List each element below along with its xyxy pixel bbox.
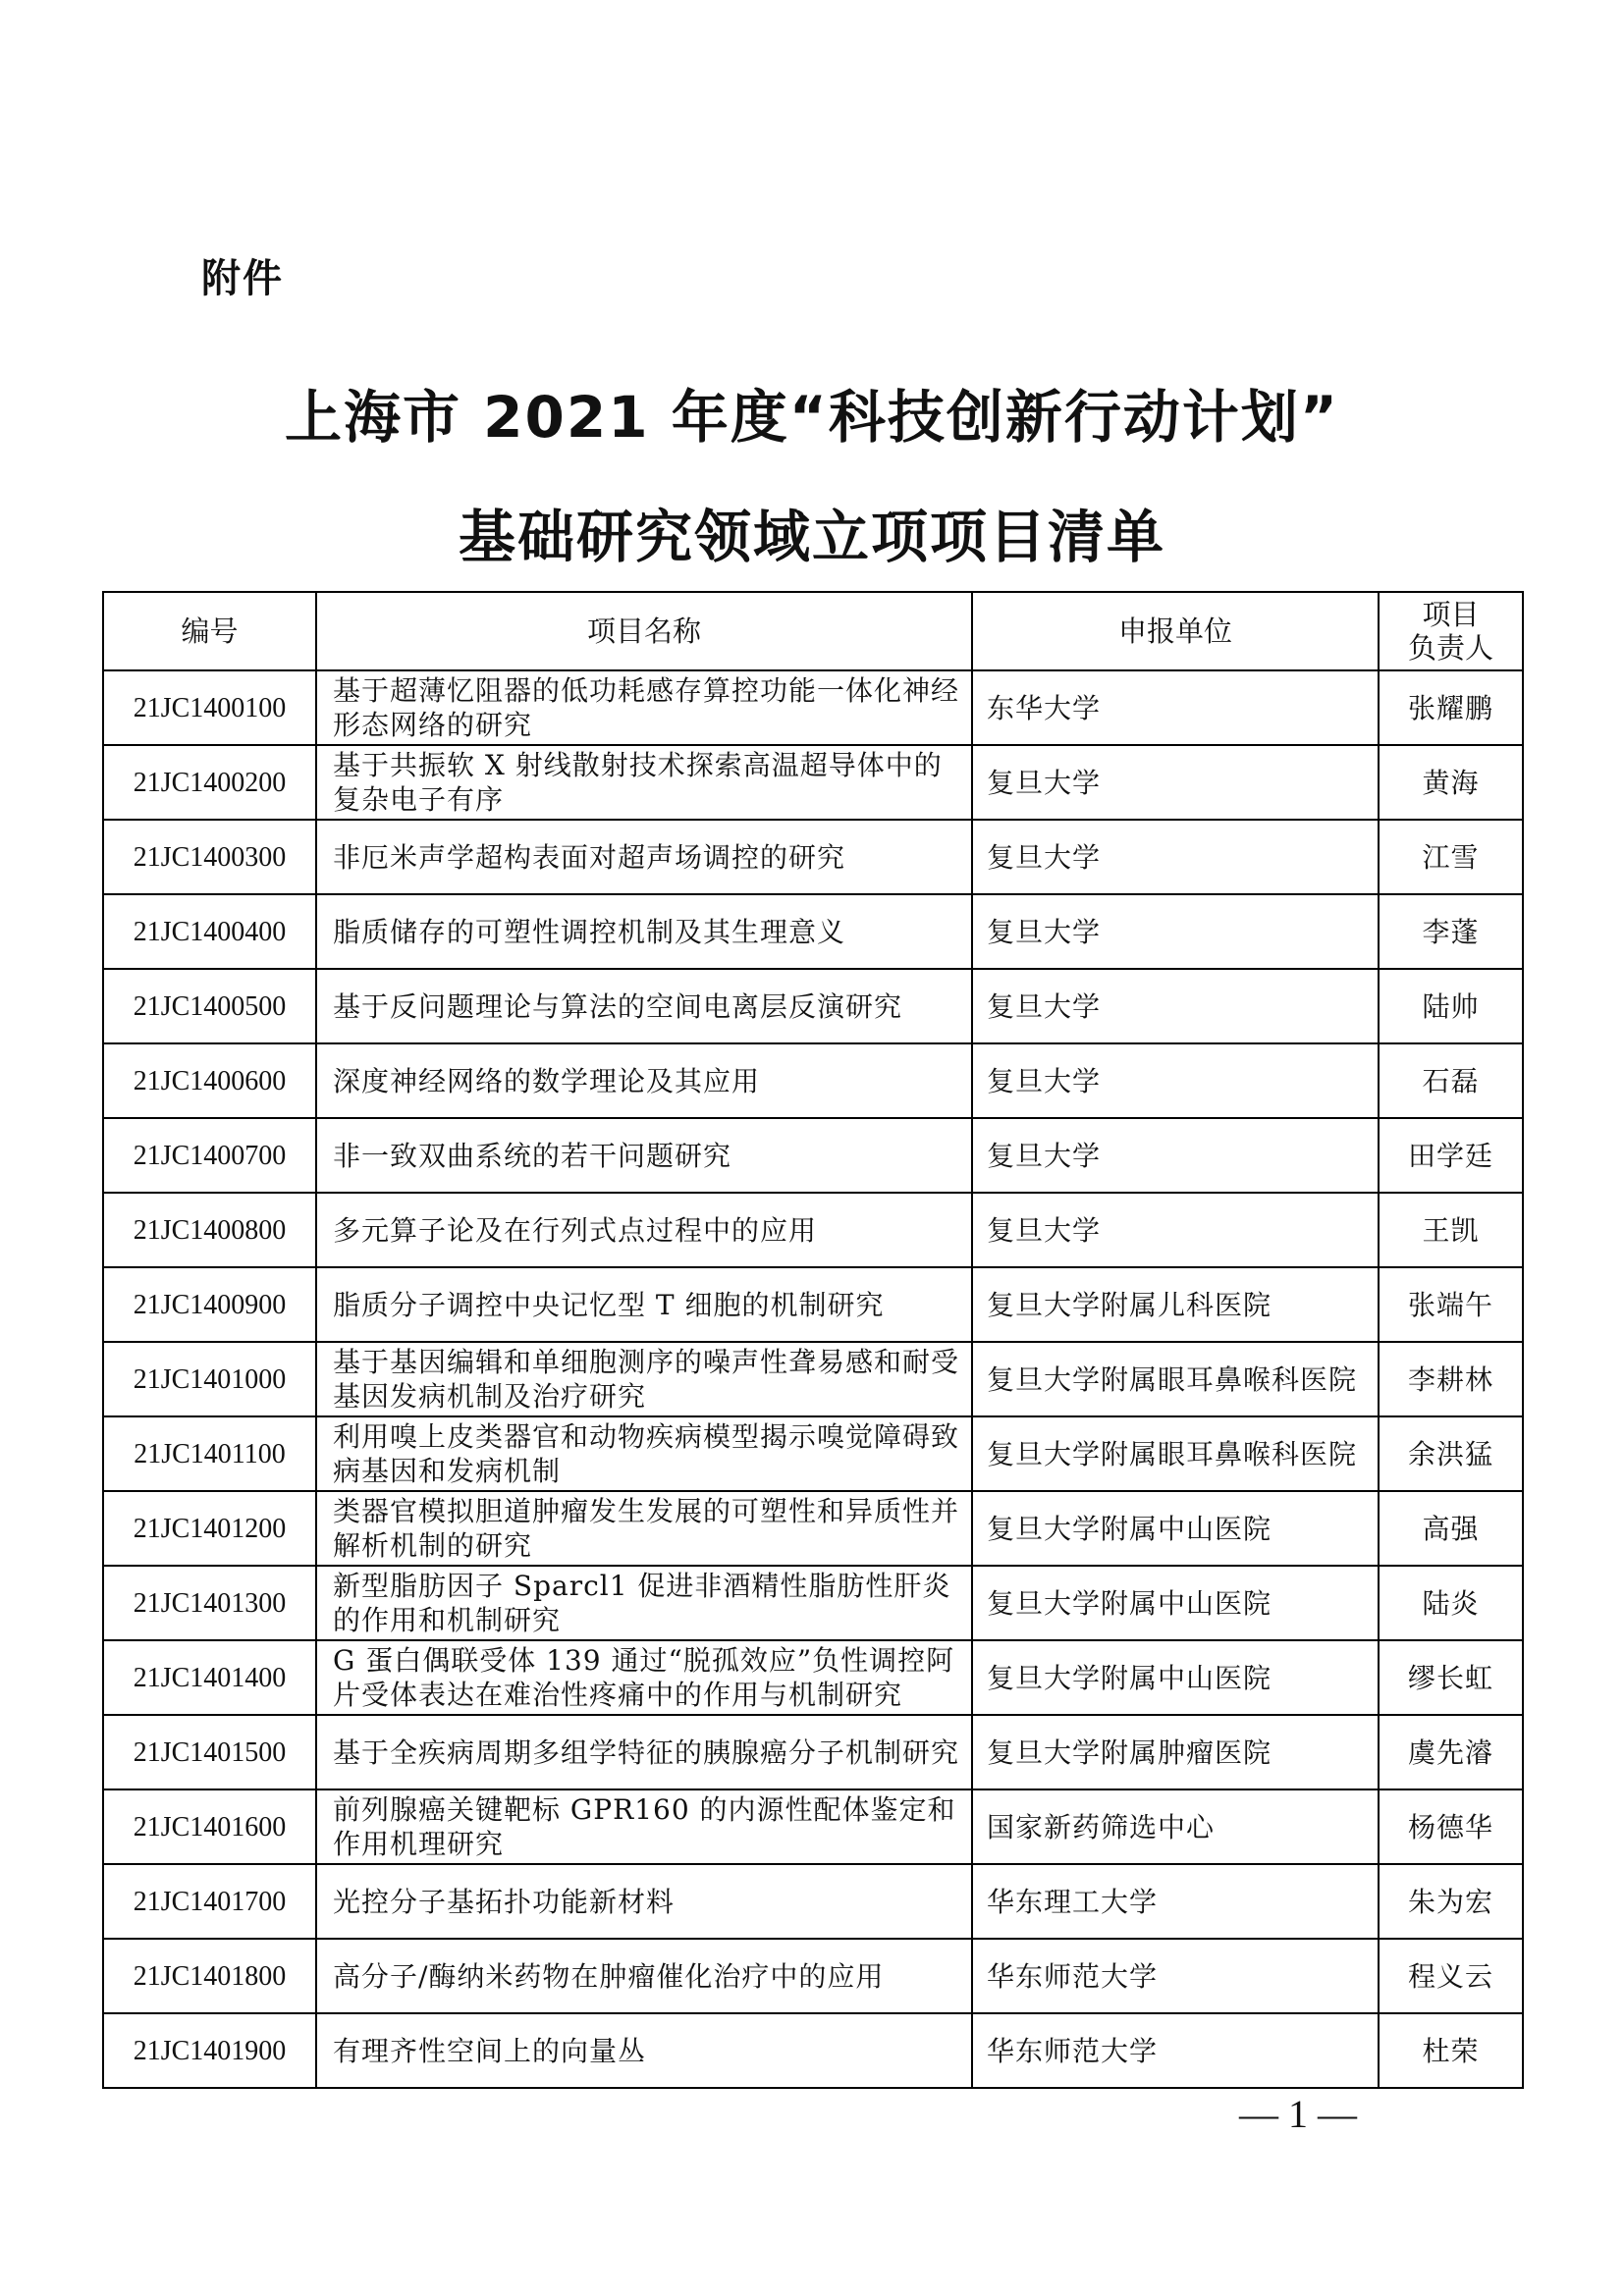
cell-person: 张端午 [1379,1267,1523,1342]
cell-unit: 国家新药筛选中心 [972,1789,1379,1864]
table-body [103,670,1523,2088]
cell-id: 21JC1400300 [103,820,316,894]
cell-person: 缪长虹 [1379,1640,1523,1715]
cell-project-name: 基于共振软 X 射线散射技术探索高温超导体中的复杂电子有序 [316,745,972,820]
cell-person: 朱为宏 [1379,1864,1523,1939]
table-row [103,1566,1523,1640]
cell-unit: 华东师范大学 [972,2013,1379,2088]
table-row [103,1118,1523,1193]
cell-project-name: 基于反问题理论与算法的空间电离层反演研究 [316,969,972,1043]
table-row [103,745,1523,820]
cell-id: 21JC1401100 [103,1416,316,1491]
cell-person: 王凯 [1379,1193,1523,1267]
cell-id: 21JC1401800 [103,1939,316,2013]
cell-person: 高强 [1379,1491,1523,1566]
cell-project-name: 光控分子基拓扑功能新材料 [316,1864,972,1939]
table-row [103,969,1523,1043]
cell-unit: 东华大学 [972,670,1379,745]
cell-unit: 复旦大学附属眼耳鼻喉科医院 [972,1416,1379,1491]
cell-person: 陆帅 [1379,969,1523,1043]
header-person: 项目 负责人 [1379,592,1523,670]
header-id: 编号 [103,592,316,670]
cell-project-name: 基于基因编辑和单细胞测序的噪声性聋易感和耐受基因发病机制及治疗研究 [316,1342,972,1416]
cell-unit: 复旦大学 [972,745,1379,820]
cell-id: 21JC1401200 [103,1491,316,1566]
cell-person: 李蓬 [1379,894,1523,969]
table-row [103,1416,1523,1491]
cell-unit: 复旦大学 [972,1118,1379,1193]
cell-project-name: 前列腺癌关键靶标 GPR160 的内源性配体鉴定和作用机理研究 [316,1789,972,1864]
cell-person: 余洪猛 [1379,1416,1523,1491]
page-number: — 1 — [1239,2092,1357,2136]
table-row [103,1640,1523,1715]
cell-unit: 复旦大学 [972,894,1379,969]
cell-id: 21JC1401500 [103,1715,316,1789]
table-header-row [103,592,1523,670]
table-row [103,820,1523,894]
attachment-label: 附件 [201,256,284,301]
cell-project-name: G 蛋白偶联受体 139 通过“脱孤效应”负性调控阿片受体表达在难治性疼痛中的作用与机制研究 [316,1640,972,1715]
cell-unit: 复旦大学 [972,820,1379,894]
cell-project-name: 多元算子论及在行列式点过程中的应用 [316,1193,972,1267]
header-unit: 申报单位 [972,592,1379,670]
cell-id: 21JC1400800 [103,1193,316,1267]
cell-person: 虞先濬 [1379,1715,1523,1789]
cell-unit: 复旦大学 [972,1193,1379,1267]
cell-project-name: 脂质储存的可塑性调控机制及其生理意义 [316,894,972,969]
cell-unit: 华东理工大学 [972,1864,1379,1939]
cell-project-name: 基于全疾病周期多组学特征的胰腺癌分子机制研究 [316,1715,972,1789]
table-row [103,1864,1523,1939]
cell-person: 黄海 [1379,745,1523,820]
cell-person: 杜荣 [1379,2013,1523,2088]
table-row [103,1342,1523,1416]
cell-unit: 复旦大学附属中山医院 [972,1640,1379,1715]
cell-person: 张耀鹏 [1379,670,1523,745]
cell-id: 21JC1400500 [103,969,316,1043]
cell-person: 程义云 [1379,1939,1523,2013]
project-table [102,591,1524,2089]
cell-project-name: 有理齐性空间上的向量丛 [316,2013,972,2088]
document-title-line1: 上海市 2021 年度“科技创新行动计划” [284,384,1340,451]
cell-id: 21JC1400100 [103,670,316,745]
cell-unit: 复旦大学附属中山医院 [972,1566,1379,1640]
cell-person: 江雪 [1379,820,1523,894]
cell-id: 21JC1400600 [103,1043,316,1118]
table-row [103,670,1523,745]
cell-id: 21JC1400900 [103,1267,316,1342]
cell-unit: 复旦大学附属中山医院 [972,1491,1379,1566]
cell-project-name: 基于超薄忆阻器的低功耗感存算控功能一体化神经形态网络的研究 [316,670,972,745]
cell-person: 杨德华 [1379,1789,1523,1864]
cell-id: 21JC1400200 [103,745,316,820]
cell-unit: 复旦大学 [972,969,1379,1043]
cell-id: 21JC1400400 [103,894,316,969]
table-row [103,1491,1523,1566]
cell-project-name: 新型脂肪因子 Sparcl1 促进非酒精性脂肪性肝炎的作用和机制研究 [316,1566,972,1640]
header-name: 项目名称 [316,592,972,670]
table-row [103,1939,1523,2013]
table-row [103,1267,1523,1342]
cell-project-name: 深度神经网络的数学理论及其应用 [316,1043,972,1118]
table-row [103,1043,1523,1118]
cell-id: 21JC1401600 [103,1789,316,1864]
cell-person: 田学廷 [1379,1118,1523,1193]
table-row [103,1715,1523,1789]
table-row [103,894,1523,969]
table-row [103,1193,1523,1267]
cell-person: 陆炎 [1379,1566,1523,1640]
cell-project-name: 非厄米声学超构表面对超声场调控的研究 [316,820,972,894]
document-title-line2: 基础研究领域立项项目清单 [458,504,1165,570]
cell-id: 21JC1401400 [103,1640,316,1715]
cell-id: 21JC1400700 [103,1118,316,1193]
cell-unit: 复旦大学附属肿瘤医院 [972,1715,1379,1789]
table-row [103,1789,1523,1864]
table-row [103,2013,1523,2088]
cell-id: 21JC1401300 [103,1566,316,1640]
cell-id: 21JC1401700 [103,1864,316,1939]
cell-project-name: 脂质分子调控中央记忆型 T 细胞的机制研究 [316,1267,972,1342]
cell-id: 21JC1401900 [103,2013,316,2088]
cell-person: 李耕林 [1379,1342,1523,1416]
cell-person: 石磊 [1379,1043,1523,1118]
cell-unit: 复旦大学附属眼耳鼻喉科医院 [972,1342,1379,1416]
cell-unit: 复旦大学附属儿科医院 [972,1267,1379,1342]
cell-project-name: 类器官模拟胆道肿瘤发生发展的可塑性和异质性并解析机制的研究 [316,1491,972,1566]
cell-unit: 复旦大学 [972,1043,1379,1118]
cell-unit: 华东师范大学 [972,1939,1379,2013]
cell-project-name: 利用嗅上皮类器官和动物疾病模型揭示嗅觉障碍致病基因和发病机制 [316,1416,972,1491]
cell-project-name: 高分子/酶纳米药物在肿瘤催化治疗中的应用 [316,1939,972,2013]
cell-project-name: 非一致双曲系统的若干问题研究 [316,1118,972,1193]
cell-id: 21JC1401000 [103,1342,316,1416]
